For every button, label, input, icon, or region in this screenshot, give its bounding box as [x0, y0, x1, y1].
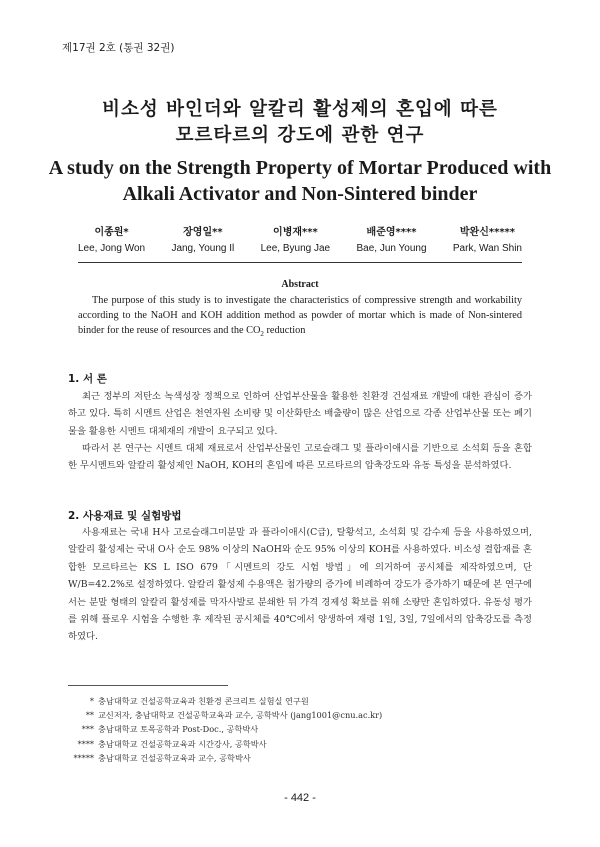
section-paragraph: 따라서 본 연구는 시멘트 대체 재료로서 산업부산물인 고로슬래그 및 플라이애시를 기반으로 소석회 등을 혼합한 무시멘트와 알칼리 활성제인 NaOH, KOH의 혼입에 따른 모르타르의 압축강도와 유동 특성을 분석하였다.	[68, 443, 532, 472]
abstract-text: The purpose of this study is to investigate the characteristics of compressive strength and workability according to the NaOH and KOH addition method as powder of mortar which is made of Non-sintered binder for the reuse of resources and the CO	[78, 295, 522, 336]
abstract-subscript: 2	[260, 330, 264, 339]
author-list	[78, 223, 522, 254]
journal-volume-label: 제17권 2호 (통권 32권)	[62, 42, 175, 54]
footnote	[68, 708, 382, 722]
author-korean-name: 박완신*****	[459, 227, 516, 238]
section-paragraph: 최근 정부의 저탄소 녹색성장 정책으로 인하여 산업부산물을 활용한 친환경 건설재료 개발에 대한 관심이 증가하고 있다. 특히 시멘트 산업은 천연자원 소비량 및 이산화탄소 배출량이 많은 산업으로 각종 산업부산물 또는 폐기물을 활용한 시멘트 대체재의 개발이 요구되고 있다.	[68, 391, 532, 437]
author	[261, 223, 331, 254]
author-english-name: Lee, Byung Jae	[260, 243, 331, 254]
author-korean-name: 장영일**	[183, 227, 223, 238]
footnote-mark: **	[85, 710, 94, 721]
footnote-mark: ****	[77, 738, 94, 749]
author	[453, 223, 522, 254]
page-number: - 442 -	[284, 792, 316, 804]
footnote	[68, 737, 382, 751]
footnote-list	[68, 694, 382, 765]
section-heading-introduction: 1. 서 론	[68, 373, 107, 385]
footnote-text: 교신저자, 충남대학교 건설공학교육과 교수, 공학박사 (jang1001@cnu.ac.kr)	[98, 710, 383, 721]
author-english-name: Park, Wan Shin	[452, 243, 522, 254]
abstract-heading: Abstract	[281, 279, 319, 290]
abstract-text-tail: reduction	[263, 325, 306, 336]
author-english-name: Bae, Jun Young	[356, 243, 427, 254]
footnote-mark: *	[89, 696, 94, 706]
korean-title-line-2: 모르타르의 강도에 관한 연구	[175, 125, 425, 146]
footnote-text: 충남대학교 토목공학과 Post-Doc., 공학박사	[98, 724, 259, 735]
footnote-mark: *****	[73, 752, 94, 763]
author-korean-name: 배준영****	[366, 227, 417, 238]
author	[356, 223, 426, 254]
footnote-text: 충남대학교 건설공학교육과 교수, 공학박사	[98, 752, 251, 763]
footnote	[68, 751, 382, 765]
english-title-line-2: Alkali Activator and Non-Sintered binder	[122, 183, 478, 205]
footnote-text: 충남대학교 건설공학교육과 시간강사, 공학박사	[98, 738, 267, 749]
author-korean-name: 이병재***	[273, 227, 318, 238]
author-english-name: Lee, Jong Won	[78, 243, 146, 254]
section-heading-materials-methods: 2. 사용재료 및 실험방법	[68, 510, 182, 522]
author	[78, 223, 145, 254]
abstract-body	[78, 293, 522, 342]
footnote-text: 충남대학교 건설공학교육과 친환경 콘크리트 실험실 연구원	[98, 696, 309, 706]
footnote-mark: ***	[81, 724, 94, 735]
author-english-name: Jang, Young Il	[171, 243, 235, 254]
author	[171, 223, 234, 254]
section-paragraph: 사용재료는 국내 H사 고로슬래그미분말 과 플라이애시(C급), 탈황석고, 소석회 및 감수제 등을 사용하였으며, 알칼리 활성제는 국내 O사 순도 98% 이상의 NaOH와 순도 95% 이상의 KOH를 사용하였다. 비소성 결합재를 혼합한 모르타르는 KS L ISO 679「시멘트의 강도 시험 방법」에 의거하여 공시체를 제작하였으며, 단 W/B=42.2%로 설정하였다. 알칼리 활성제 수용액은 첨가량의 증가에 비례하여 강도가 증가하기 때문에 본 연구에서는 분말 형태의 알칼리 활성제를 막자사발로 분쇄한 뒤 가격 경제성 확보를 위해 소량만 혼입하였다. 유동성 평가를 위해 플로우 시험을 수행한 후 제작된 공시체를 40℃에서 양생하여 재령 1일, 3일, 7일에서의 압축강도를 측정하였다.	[68, 527, 532, 643]
footnote	[68, 694, 382, 708]
header-divider	[78, 262, 522, 263]
footnote-divider	[68, 685, 228, 686]
english-title-line-1: A study on the Strength Property of Mortar Produced with	[48, 157, 552, 179]
korean-title-line-1: 비소성 바인더와 알칼리 활성제의 혼입에 따른	[102, 99, 498, 120]
author-korean-name: 이종원*	[94, 227, 129, 238]
footnote	[68, 722, 382, 736]
